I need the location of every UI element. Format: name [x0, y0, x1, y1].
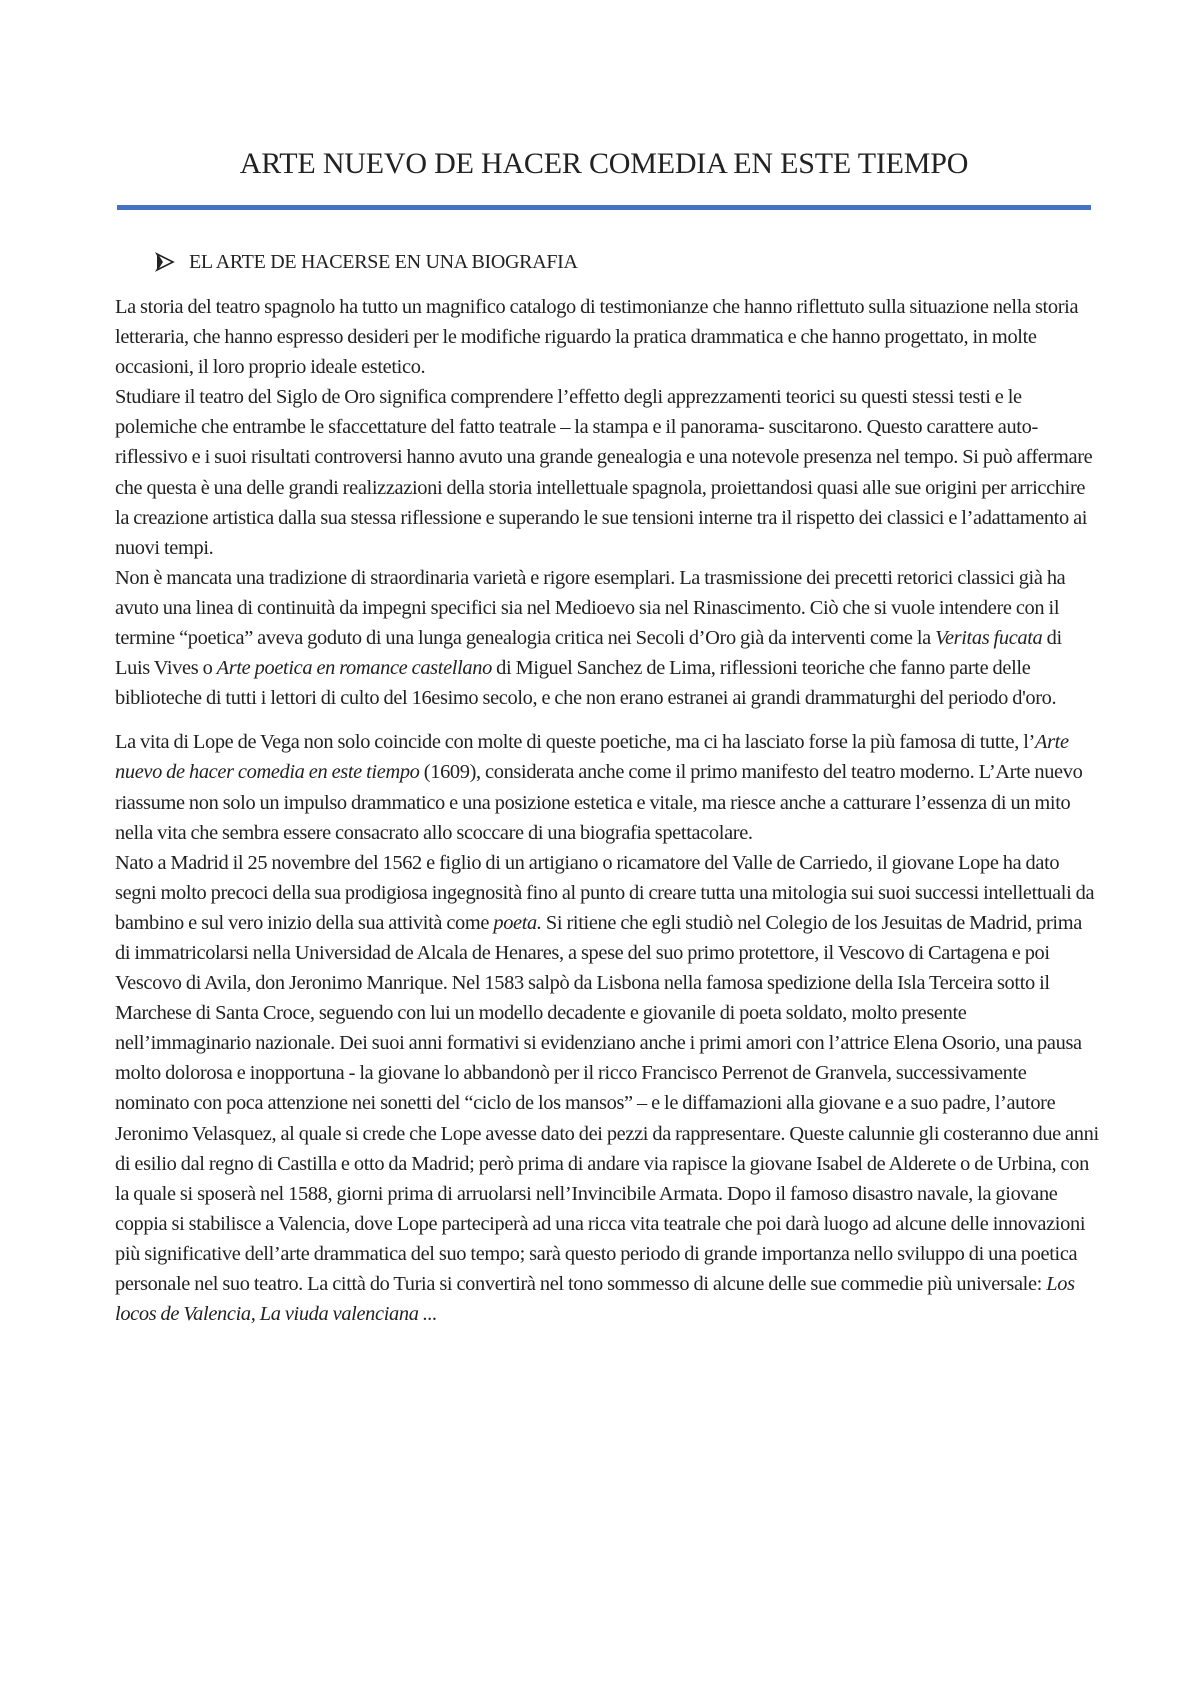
paragraph-4-text-a: La vita di Lope de Vega non solo coincide con molte di queste poetiche, ma ci ha lasciato forse la più famosa di tutte, l’ [115, 731, 1035, 754]
paragraph-3-text-b: di Luis Vives o [115, 627, 1062, 680]
section-heading [155, 249, 578, 275]
italic-titles-commedie: Los locos de Valencia, La viuda valenciana ... [115, 1273, 1075, 1326]
paragraph-3-text-a: Non è mancata una tradizione di straordinaria varietà e rigore esemplari. La trasmissione dei precetti retorici classici già ha avuto una linea di continuità da impegni specifici sia nel Medioevo sia nel Rinascimento. Ciò che si vuole intendere con il termine “poetica” aveva goduto di una lunga genealogia critica nei Secoli d’Oro già da interventi come la [115, 566, 1066, 650]
paragraph-5-text-a: Nato a Madrid il 25 novembre del 1562 e figlio di un artigiano o ricamatore del Valle de Carriedo, il giovane Lope ha dato segni molto precoci della sua prodigiosa ingegnosità fino al punto di creare tutta una mitologia sui suoi successi intellettuali da bambino e sul vero inizio della sua attività come [115, 851, 1095, 934]
paragraph-3 [115, 563, 1100, 713]
italic-title-veritas-fucata: Veritas fucata [935, 627, 1043, 650]
paragraph-4 [115, 727, 1100, 847]
body-text [115, 292, 1100, 1329]
arrowhead-bullet-icon [155, 252, 175, 272]
paragraph-5-text-b: Si ritiene che egli studiò nel Colegio de los Jesuitas de Madrid, prima di immatricolarsi nella Universidad de Alcala de Henares, a spese del suo primo protettore, il Vescovo di Cartagena e poi Vescovo di Avila, don Jeronimo Manrique. Nel 1583 salpò da Lisbona nella famosa spedizione della Isla Terceira sotto il Marchese di Santa Croce, seguendo con lui un modello decadente e giovanile di poeta soldato, molto presente nell’immaginario nazionale. Dei suoi anni formativi si evidenziano anche i primi amori con l’attrice Elena Osorio, una pausa molto dolorosa e inopportuna - la giovane lo abbandonò per il ricco Francisco Perrenot de Granvela, successivamente nominato con poca attenzione nei sonetti del “ciclo de los mansos” – e le diffamazioni alla giovane e a suo padre, l’autore Jeronimo Velasquez, al quale si crede che Lope avesse dato dei pezzi da rappresentare. Queste calunnie gli costeranno due anni di esilio dal regno di Castilla e otto da Madrid; però prima di andare via rapisce la giovane Isabel de Alderete o de Urbina, con la quale si sposerà nel 1588, giorni prima di arruolarsi nell’Invincibile Armata. Dopo il famoso disastro navale, la giovane coppia si stabilisce a Valencia, dove Lope parteciperà ad una ricca vita teatrale che poi darà luogo ad alcune delle innovazioni più significative dell’arte drammatica del suo tempo; sarà questo periodo di grande importanza nello sviluppo di una poetica personale nel suo teatro. La città do Turia si convertirà nel tono sommesso di alcune delle sue commedie più universale: [115, 911, 1099, 1295]
italic-title-arte-nuevo: Arte nuevo de hacer comedia en este tiempo [115, 731, 1069, 784]
italic-title-arte-poetica: Arte poetica en romance castellano [216, 657, 492, 680]
section-heading-text: EL ARTE DE HACERSE EN UNA BIOGRAFIA [189, 251, 578, 273]
paragraph-1: La storia del teatro spagnolo ha tutto un magnifico catalogo di testimonianze che hanno riflettuto sulla situazione nella storia letteraria, che hanno espresso desideri per le modifiche riguardo la pratica drammatica e che hanno progettato, in molte occasioni, il loro proprio ideale estetico. [115, 296, 1079, 379]
paragraph-4-text-b: (1609), considerata anche come il primo manifesto del teatro moderno. L’Arte nuevo riassume non solo un impulso drammatico e una posizione estetica e vitale, ma riesce anche a catturare l’essenza di un mito nella vita che sembra essere consacrato allo scoccare di una biografia spettacolare. [115, 761, 1083, 844]
italic-word-poeta: poeta. [493, 911, 542, 934]
paragraph-2: Studiare il teatro del Siglo de Oro significa comprendere l’effetto degli apprezzamenti teorici su questi stessi testi e le polemiche che entrambe le sfaccettature del fatto teatrale – la stampa e il panorama- suscitarono. Questo carattere auto-riflessivo e i suoi risultati controversi hanno avuto una grande genealogia e una notevole presenza nel tempo. Si può affermare che questa è una delle grandi realizzazioni della storia intellettuale spagnola, proiettandosi quasi alle sue origini per arricchire la creazione artistica dalla sua stessa riflessione e superando le sue tensioni interne tra il rispetto dei classici e l’adattamento ai nuovi tempi. [115, 386, 1093, 559]
title-underline-rule [117, 205, 1091, 210]
paragraph-3-text-c: di Miguel Sanchez de Lima, riflessioni teoriche che fanno parte delle biblioteche di tutti i lettori di culto del 16esimo secolo, e che non erano estranei ai grandi drammaturghi del periodo d'oro. [115, 657, 1057, 710]
paragraph-5 [115, 848, 1100, 1330]
page-title: ARTE NUEVO DE HACER COMEDIA EN ESTE TIEMPO [239, 147, 969, 180]
